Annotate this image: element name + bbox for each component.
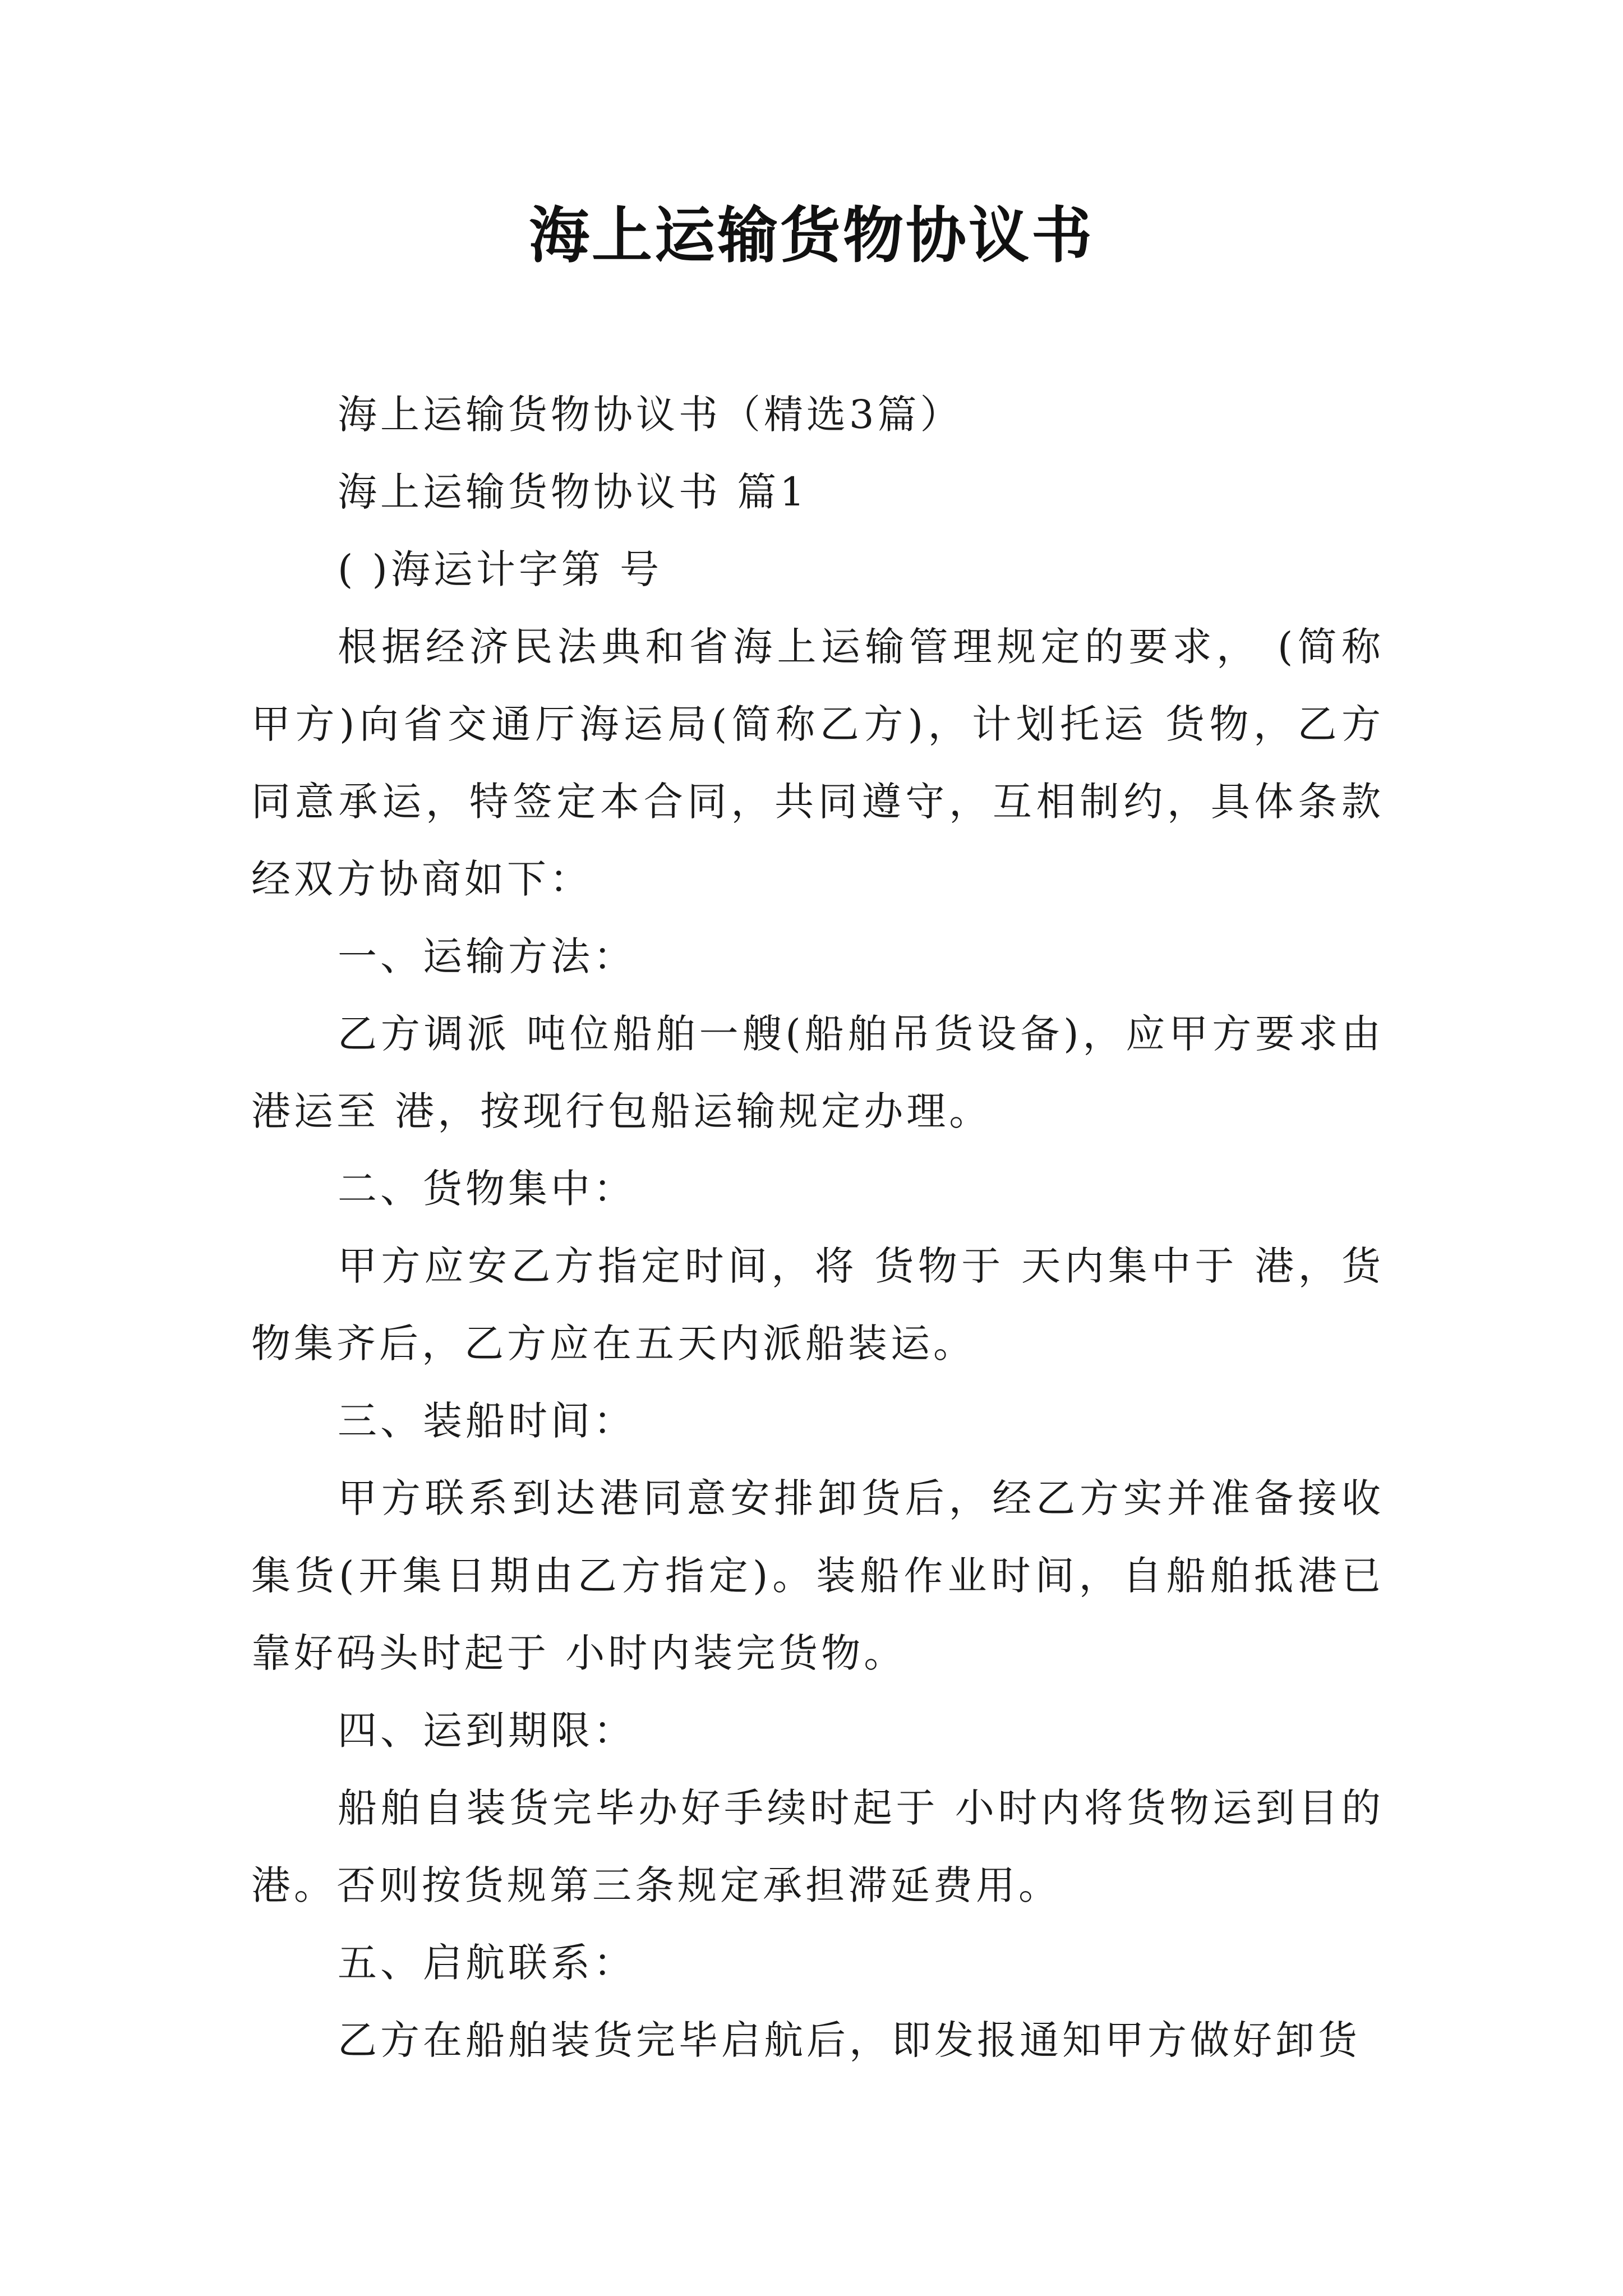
paragraph-cargo-collection: 甲方应安乙方指定时间，将 货物于 天内集中于 港，货物集齐后，乙方应在五天内派船装运。 <box>251 1243 1384 1366</box>
document-title: 海上运输货物协议书 <box>528 200 1094 271</box>
paragraph-transport-method: 乙方调派 吨位船舶一艘(船舶吊货设备)，应甲方要求由 港运至 港，按现行包船运输规定办理。 <box>251 1011 1384 1134</box>
paragraph-contract-number: ( )海运计字第 号 <box>338 546 663 592</box>
paragraph-preamble: 根据经济民法典和省海上运输管理规定的要求， (简称甲方)向省交通厅海运局(简称乙方)，计划托运 货物，乙方同意承运，特签定本合同，共同遵守，互相制约，具体条款经双方协商如下： <box>251 624 1384 902</box>
section-heading-cargo-collection: 二、货物集中： <box>338 1166 636 1212</box>
paragraph-departure-contact: 乙方在船舶装货完毕启航后，即发报通知甲方做好卸货 <box>338 2017 1361 2063</box>
paragraph-delivery-deadline: 船舶自装货完毕办好手续时起于 小时内将货物运到目的港。否则按货规第三条规定承担滞延费用。 <box>251 1785 1384 1908</box>
paragraph-chapter-heading: 海上运输货物协议书 篇1 <box>338 469 808 515</box>
paragraph-collection-title: 海上运输货物协议书（精选3篇） <box>338 392 963 438</box>
section-heading-transport-method: 一、运输方法： <box>338 933 636 979</box>
paragraph-loading-time: 甲方联系到达港同意安排卸货后，经乙方实并准备接收集货(开集日期由乙方指定)。装船作业时间，自船舶抵港已靠好码头时起于 小时内装完货物。 <box>251 1475 1384 1676</box>
section-heading-departure-contact: 五、启航联系： <box>338 1940 636 1986</box>
section-heading-loading-time: 三、装船时间： <box>338 1398 636 1444</box>
section-heading-delivery-deadline: 四、运到期限： <box>338 1708 636 1754</box>
document-body <box>251 376 1384 2079</box>
